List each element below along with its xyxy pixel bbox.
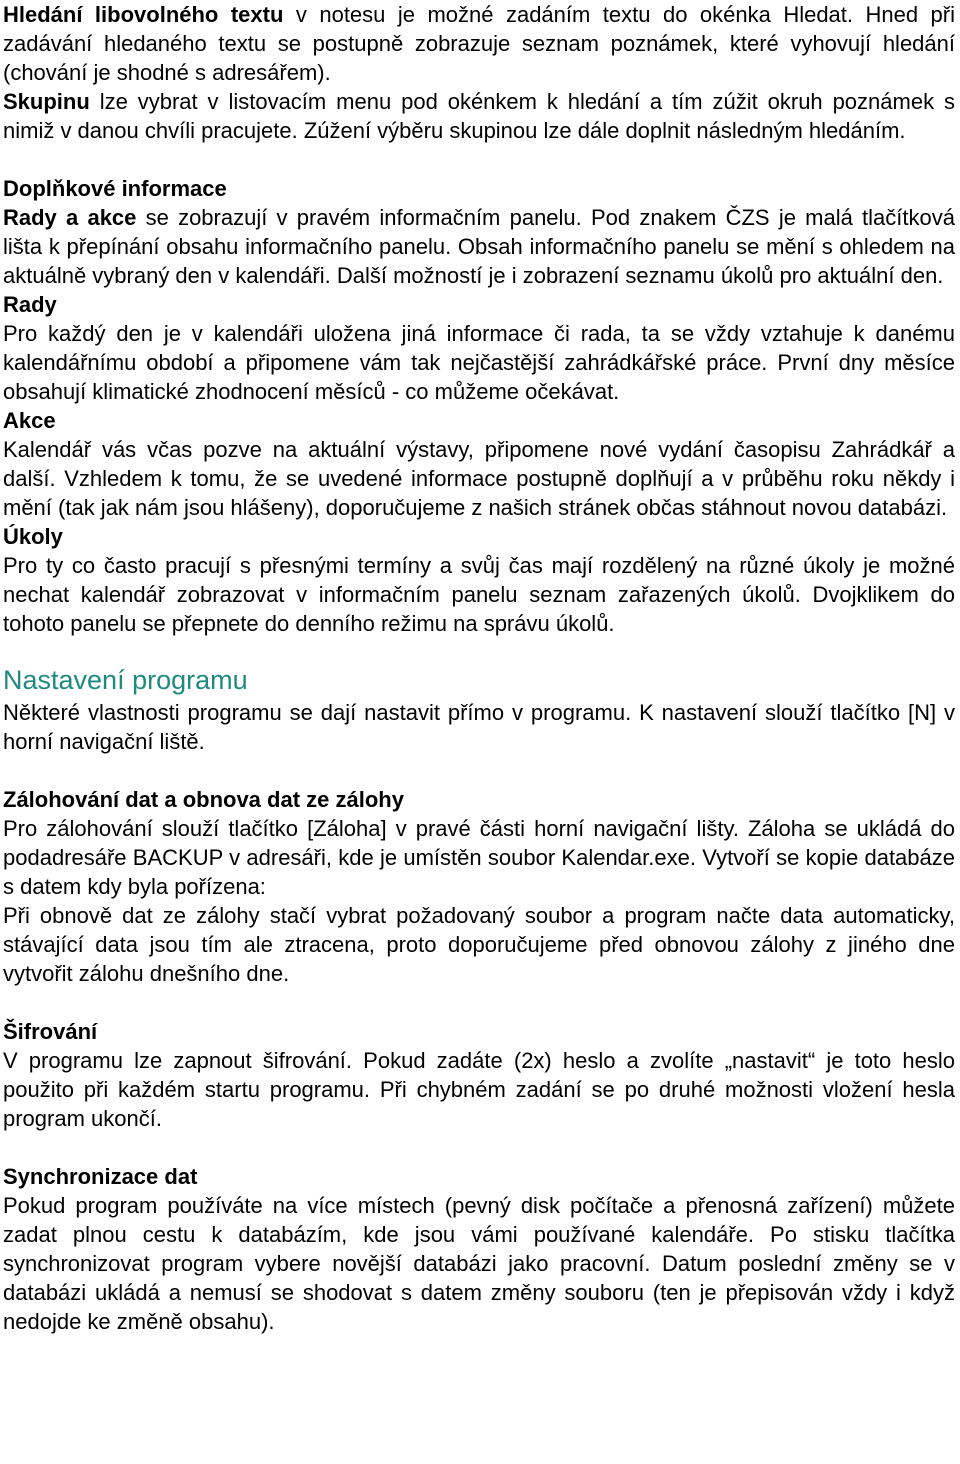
zalohovani-paragraph-2: Při obnově dat ze zálohy stačí vybrat požadovaný soubor a program načte data automaticky, stávající data jsou tím ale ztracena, proto doporučujeme před obnovou zálohy z jiného dne vytvořit zálohu dnešního dne. xyxy=(3,903,955,986)
zalohovani-heading: Zálohování dat a obnova dat ze zálohy xyxy=(3,787,404,812)
group-text: lze vybrat v listovacím menu pod okénkem k hledání a tím zúžit okruh poznámek s nimiž v danou chvíli pracujete. Zúžení výběru skupinou lze dále doplnit následným hledáním. xyxy=(3,89,955,143)
nastaveni-paragraph: Některé vlastnosti programu se dají nastavit přímo v programu. K nastavení slouží tlačítko [N] v horní navigační liště. xyxy=(3,700,955,754)
search-paragraph xyxy=(3,0,955,87)
doplnkove-lead: Rady a akce xyxy=(3,205,137,230)
sifrovani-heading: Šifrování xyxy=(3,1019,98,1044)
doplnkove-text: se zobrazují v pravém informačním panelu. Pod znakem ČZS je malá tlačítková lišta k přepínání obsahu informačního panelu. Obsah informačního panelu se mění s ohledem na aktuálně vybraný den v kalendáři. Další možností je i zobrazení seznamu úkolů pro aktuální den. xyxy=(3,205,955,288)
akce-heading: Akce xyxy=(3,408,56,433)
rady-paragraph: Pro každý den je v kalendáři uložena jiná informace či rada, ta se vždy vztahuje k danému kalendářnímu období a připomene vám tak nejčastější zahrádkářské práce. První dny měsíce obsahují klimatické zhodnocení měsíců - co můžeme očekávat. xyxy=(3,321,955,404)
group-lead: Skupinu xyxy=(3,89,90,114)
search-lead: Hledání libovolného textu xyxy=(3,2,284,27)
sifrovani-paragraph: V programu lze zapnout šifrování. Pokud zadáte (2x) heslo a zvolíte „nastavit“ je toto heslo použito při každém startu programu. Při chybném zadání se po druhé možnosti vložení hesla program ukončí. xyxy=(3,1048,955,1131)
synchronizace-paragraph: Pokud program používáte na více místech (pevný disk počítače a přenosná zařízení) můžete zadat plnou cestu k databázím, kde jsou vámi používané kalendáře. Po stisku tlačítka synchronizovat program vybere novější databázi jako pracovní. Datum poslední změny se v databázi ukládá a nemusí se shodovat s datem změny souboru (ten je přepisován vždy i když nedojde ke změně obsahu). xyxy=(3,1193,955,1334)
group-paragraph xyxy=(3,87,955,145)
synchronizace-heading: Synchronizace dat xyxy=(3,1164,198,1189)
ukoly-paragraph: Pro ty co často pracují s přesnými termíny a svůj čas mají rozdělený na různé úkoly je možné nechat kalendář zobrazovat v informačním panelu seznam zařazených úkolů. Dvojklikem do tohoto panelu se přepnete do denního režimu na správu úkolů. xyxy=(3,553,955,636)
ukoly-heading: Úkoly xyxy=(3,524,63,549)
zalohovani-paragraph-1: Pro zálohování slouží tlačítko [Záloha] v pravé části horní navigační lišty. Záloha se ukládá do podadresáře BACKUP v adresáři, kde je umístěn soubor Kalendar.exe. Vytvoří se kopie databáze s datem kdy byla pořízena: xyxy=(3,816,955,899)
nastaveni-heading: Nastavení programu xyxy=(3,665,248,695)
doplnkove-heading: Doplňkové informace xyxy=(3,176,227,201)
search-text: v notesu je možné zadáním textu do okénka Hledat. Hned při zadávání hledaného textu se postupně zobrazuje seznam poznámek, které vyhovují hledání (chování je shodné s adresářem). xyxy=(3,2,956,85)
akce-paragraph: Kalendář vás včas pozve na aktuální výstavy, připomene nové vydání časopisu Zahrádkář a další. Vzhledem k tomu, že se uvedené informace postupně doplňují a v průběhu roku někdy i mění (tak jak nám jsou hlášeny), doporučujeme z našich stránek občas stáhnout novou databázi. xyxy=(3,437,955,520)
doplnkove-paragraph xyxy=(3,203,955,290)
rady-heading: Rady xyxy=(3,292,57,317)
